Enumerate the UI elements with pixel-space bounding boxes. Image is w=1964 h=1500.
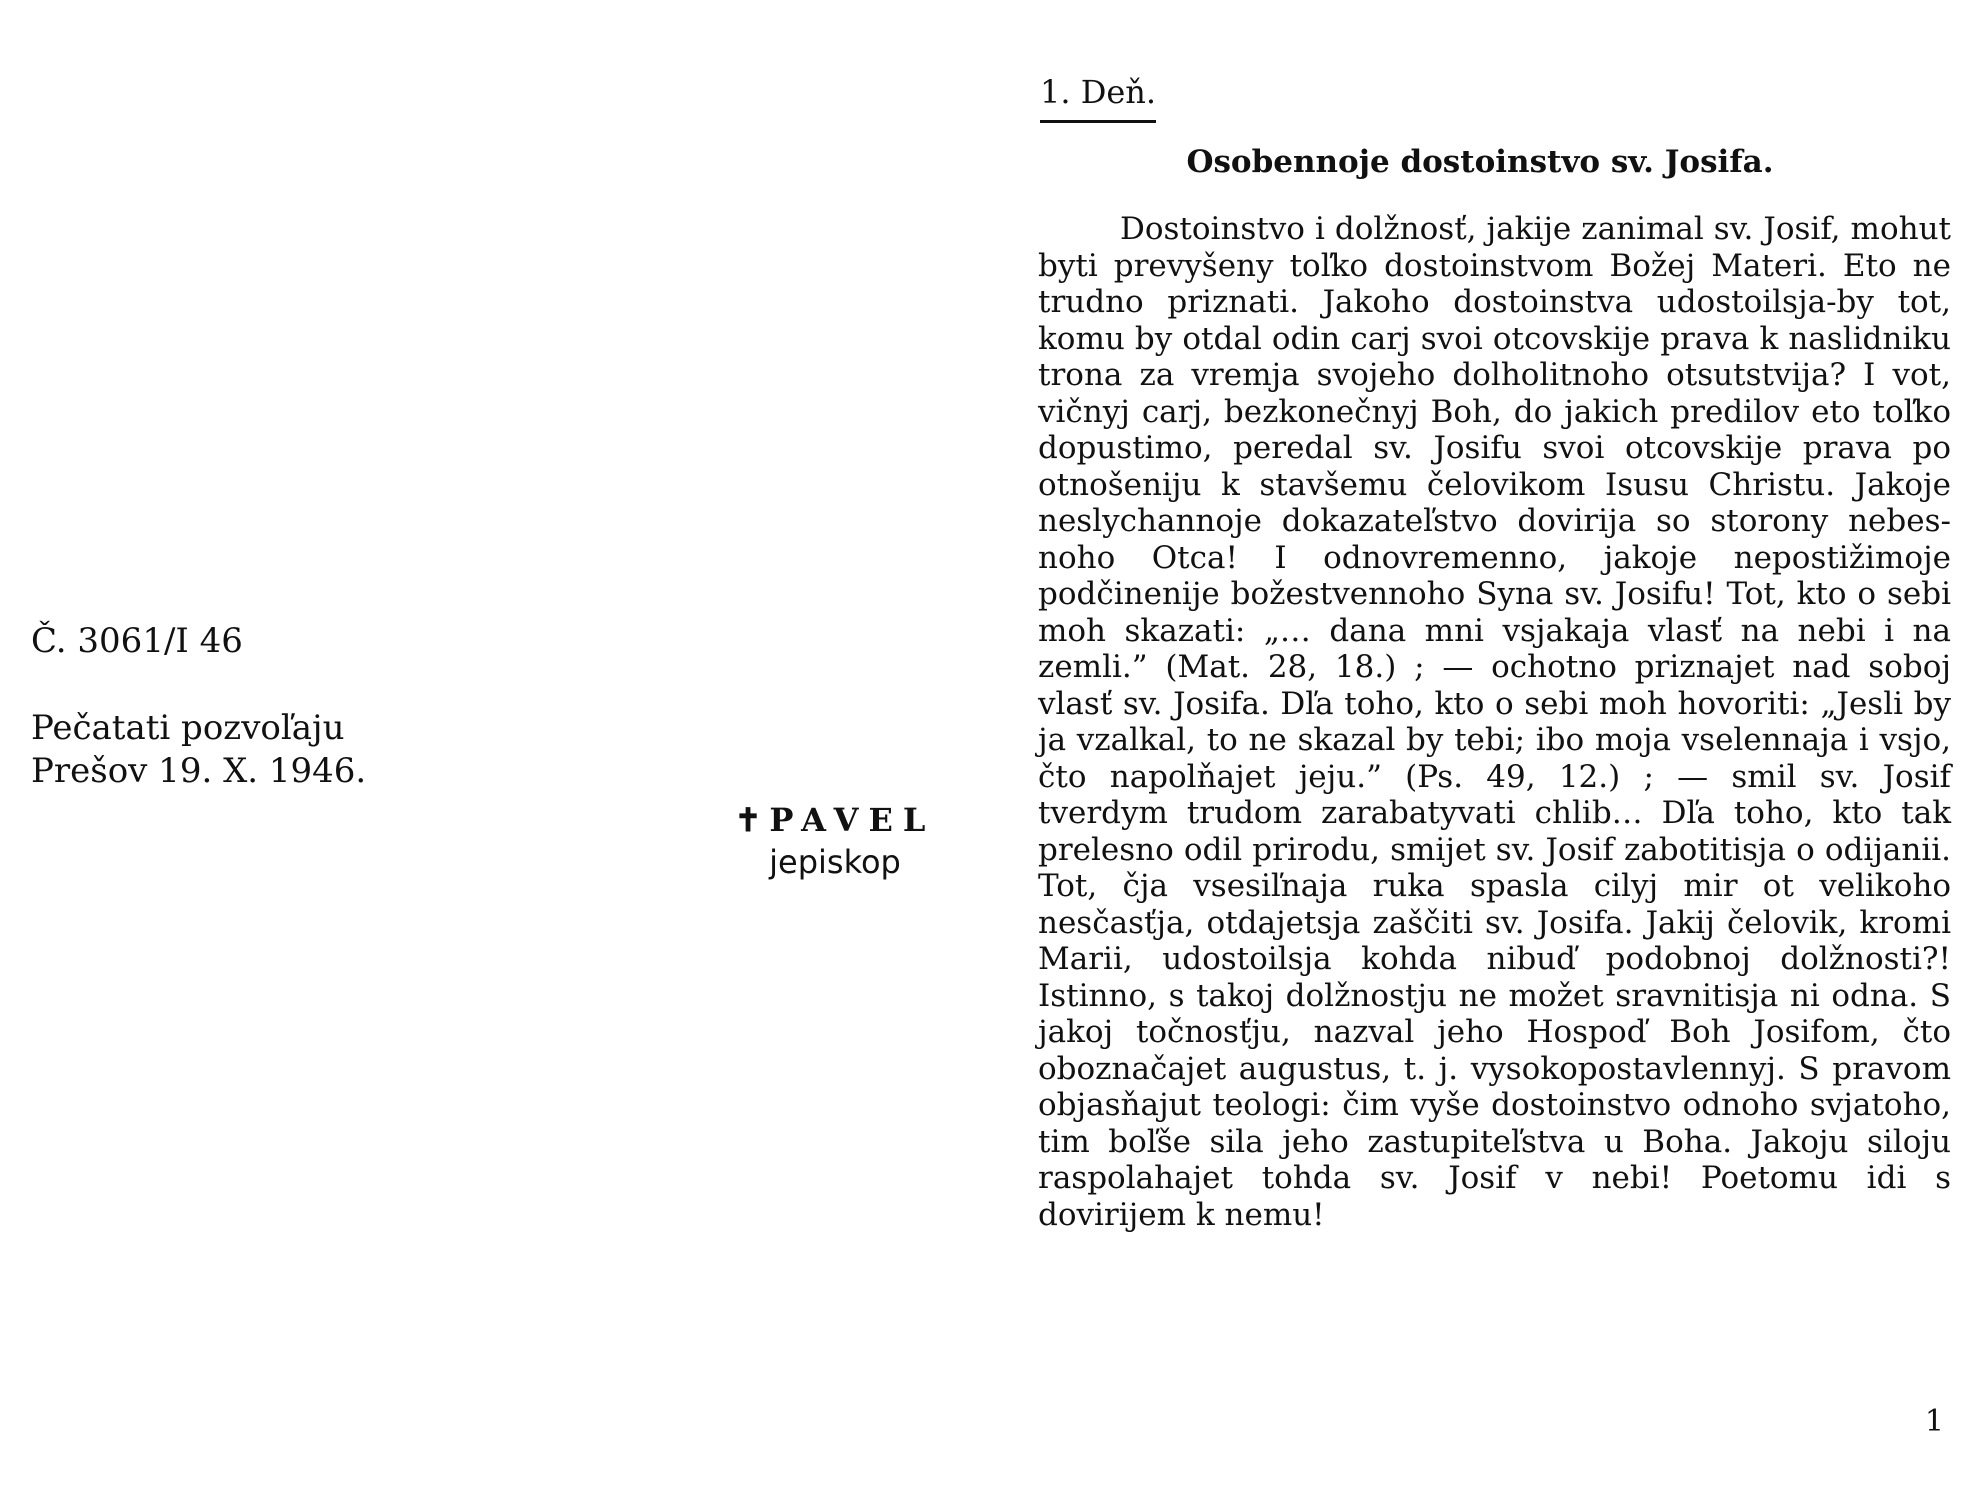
page-number: 1: [1924, 1404, 1944, 1439]
signature-name: PAVEL: [769, 801, 936, 839]
bishop-signature: [705, 800, 965, 882]
right-page: [1000, 0, 1964, 1500]
approval-line-2: Prešov 19. X. 1946.: [31, 751, 367, 791]
body-paragraph: Dostoinstvo i dolžnosť, jakije zanimal sv. Josif, mohut byti prevyšeny toľko dostoinstvom Božej Materi. Eto ne trudno priznati. Jakoho dostoinstva udostoilsja-by tot, komu by otdal odin carj svoi otcovskije prava k naslidniku trona za vremja svojeho dolholitnoho otsutstvija? I vot, vičnyj carj, bezkonečnyj Boh, do jakich predilov eto toľko dopustimo, peredal sv. Josifu svoi otcovskije prava po otnošeniju k stavšemu čelovikom Isusu Christu. Jakoje neslychannoje dokazateľstvo dovirija so storony nebesnoho Otca! I odnovremenno, jakoje nepostižimoje podčinenije božestvennoho Syna sv. Josifu! Tot, kto o sebi moh skazati: „… dana mni vsjakaja vlasť na nebi i na zemli.” (Mat. 28, 18.) ; — ochotno priznajet nad soboj vlasť sv. Josifa. Dľa toho, kto o sebi moh hovoriti: „Jesli by ja vzalkal, to ne skazal by tebi; ibo moja vselennaja i vsjo, čto napolňajet jeju.” (Ps. 49, 12.) ; — smil sv. Josif tverdym trudom zarabatyvati chlib… Dľa toho, kto tak prelesno odil prirodu, smijet sv. Josif zabotitisja o odijanii. Tot, čja vsesiľnaja ruka spasla cilyj mir ot velikoho nesčasťja, otdajetsja zaščiti sv. Josifa. Jakij čelovik, kromi Marii, udostoilsja kohda nibuď podobnoj dolžnosti?! Istinno, s takoj dolžnostju ne možet sravnitisja ni odna. S jakoj točnosťju, nazval jeho Hospoď Boh Josifom, čto oboznačajet augustus, t. j. vysokopostavlennyj. S pravom objasňajut teologi: čim vyše dostoinstvo odnoho svjatoho, tim boľše sila jeho zastupiteľstva u Boha. Jakoju siloju raspolahajet tohda sv. Josif v nebi! Poetomu idi s dovirijem k nemu!: [1038, 211, 1951, 1233]
cross-icon: ✝: [734, 801, 762, 839]
reference-number: Č. 3061/I 46: [31, 621, 243, 661]
signature-name-line: [705, 800, 965, 840]
day-heading: 1. Deň.: [1040, 72, 1156, 123]
section-title: Osobennoje dostoinstvo sv. Josifa.: [1186, 144, 1774, 180]
approval-line-1: Pečatati pozvoľaju: [31, 708, 345, 748]
signature-title: jepiskop: [769, 843, 901, 881]
imprimatur-block: [31, 620, 366, 793]
